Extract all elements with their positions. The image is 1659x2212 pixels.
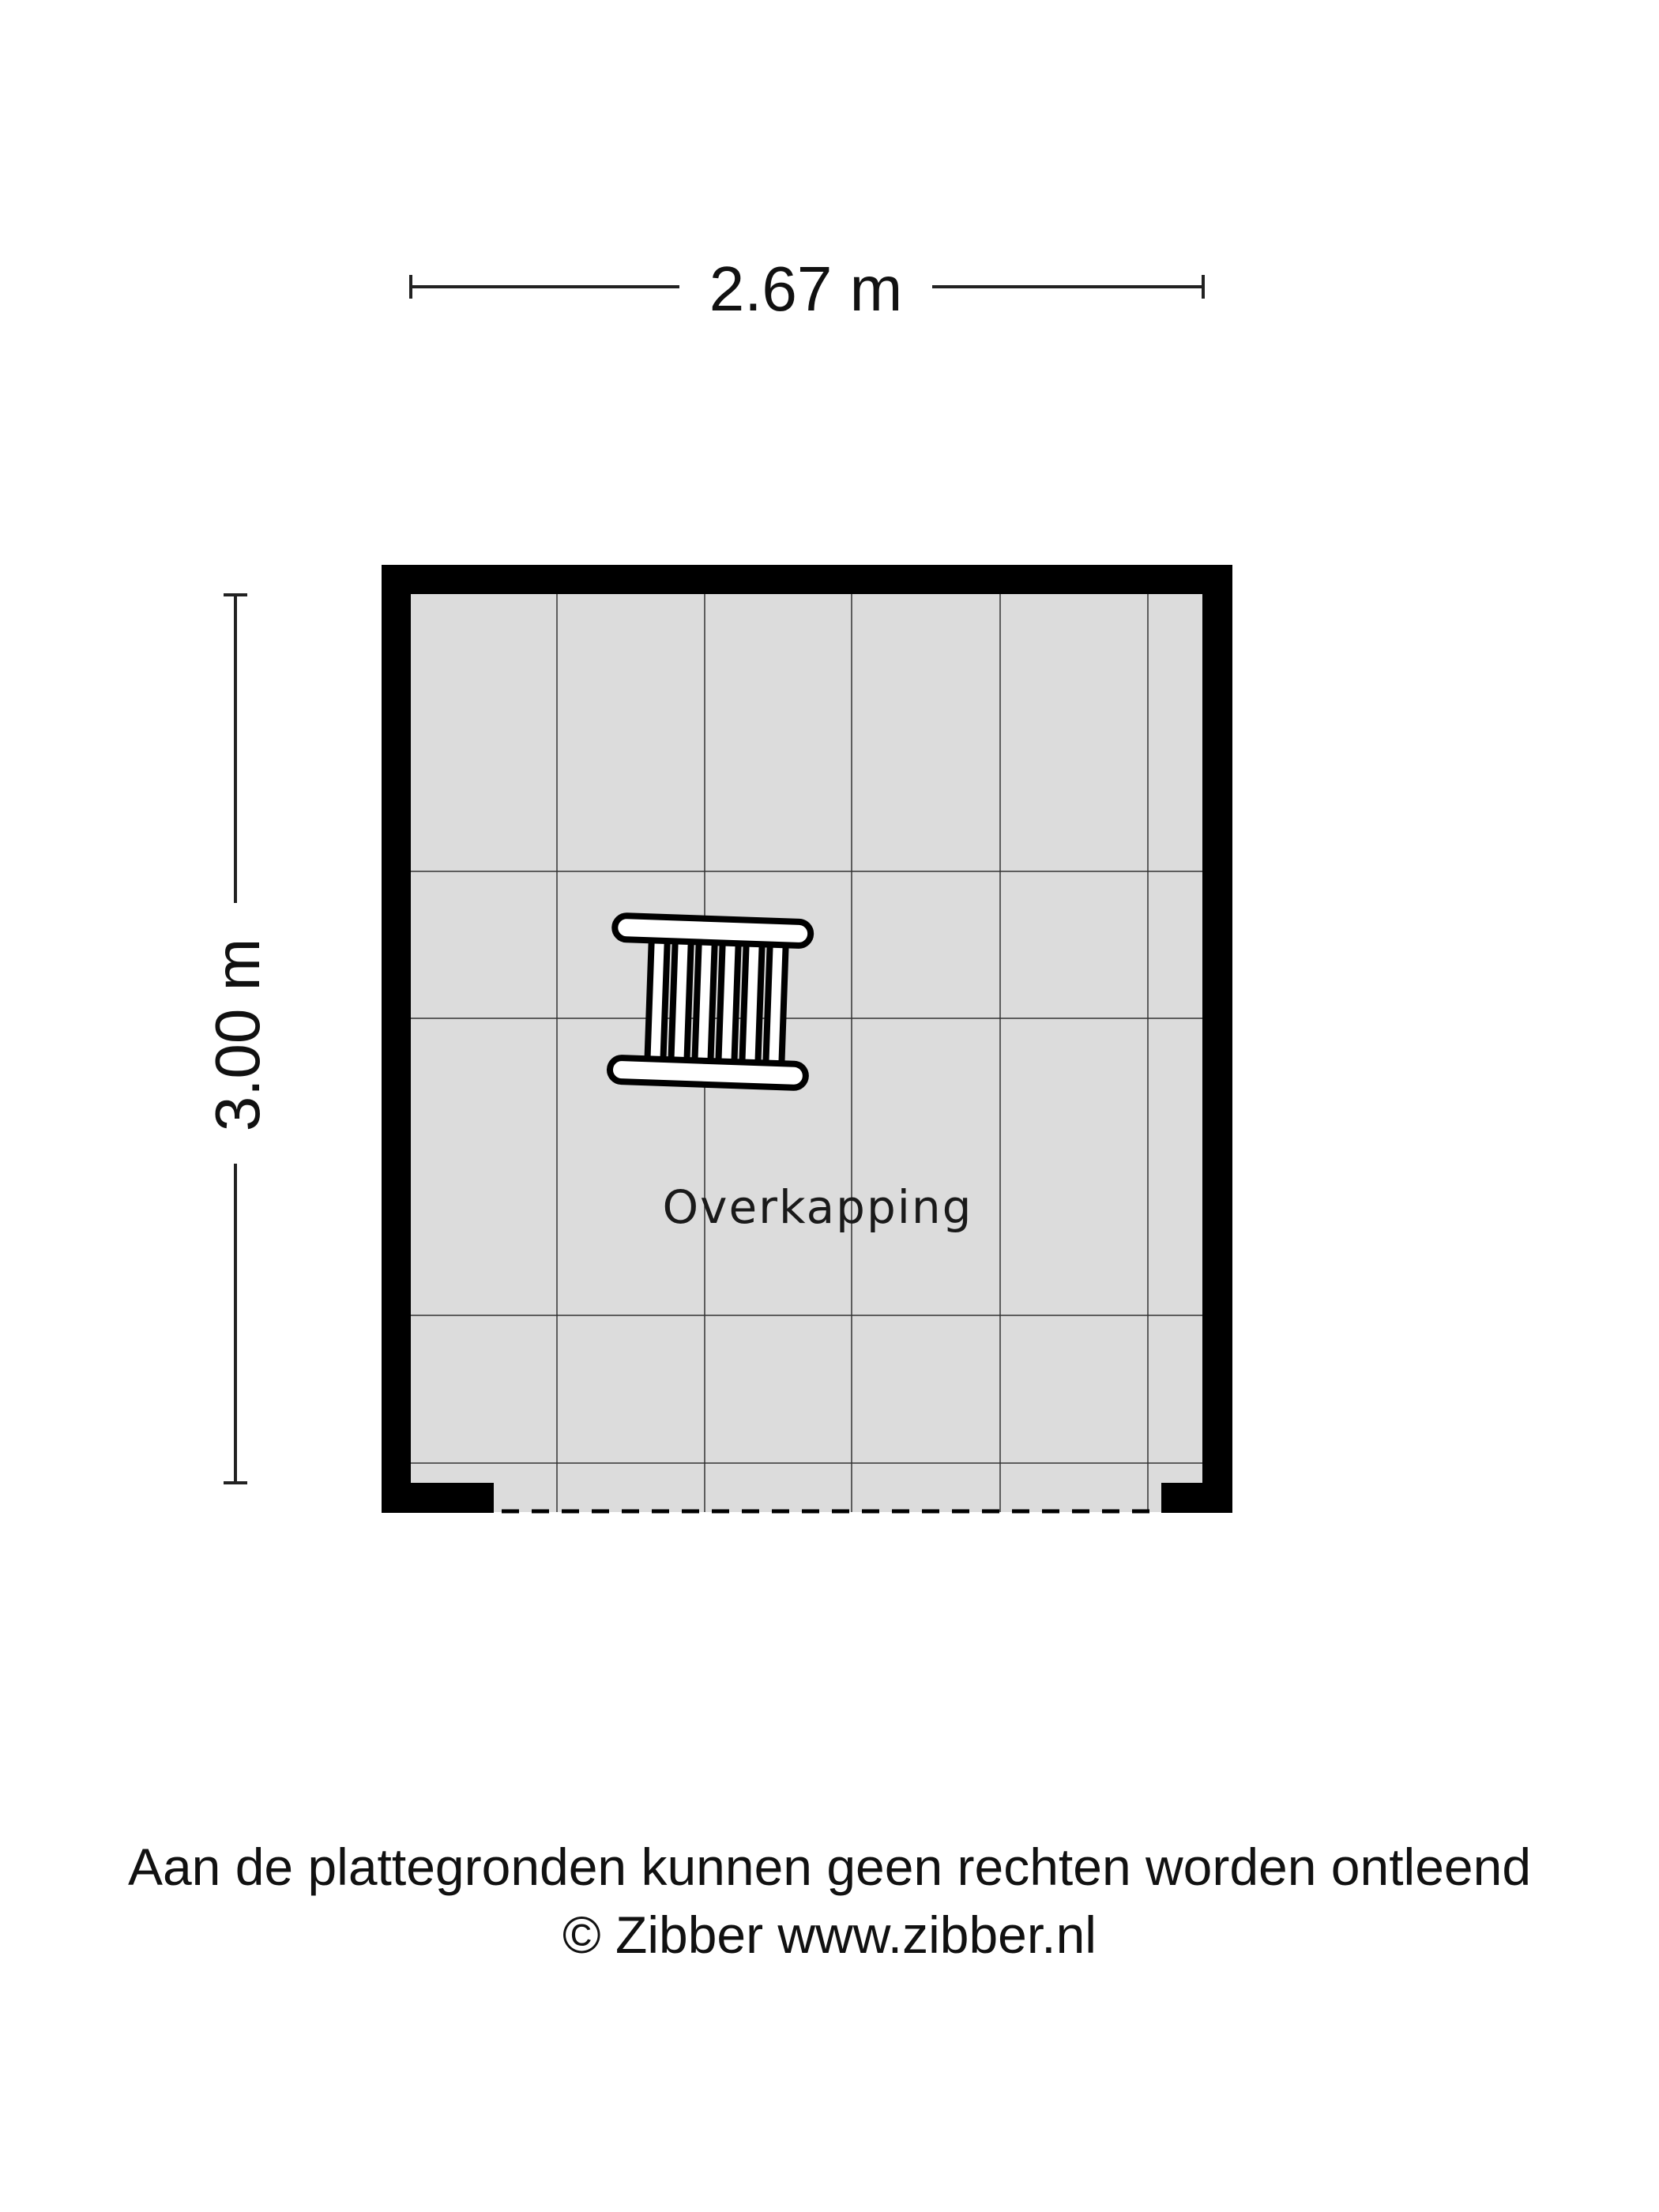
disclaimer-text: Aan de plattegronden kunnen geen rechten worden ontleend [127,1838,1532,1896]
copyright-text: © Zibber www.zibber.nl [562,1905,1097,1964]
right-wall [1202,565,1232,1513]
bottom-left-wall-stub [382,1483,494,1513]
bottom-right-wall-stub [1161,1483,1232,1513]
width-label: 2.67 m [709,254,903,324]
left-wall [382,565,411,1513]
room-label: Overkapping [662,1180,973,1234]
height-label: 3.00 m [202,938,273,1132]
width-dimension [411,254,1203,324]
room-floor [411,594,1202,1512]
height-dimension [202,595,273,1483]
top-wall [382,565,1232,594]
